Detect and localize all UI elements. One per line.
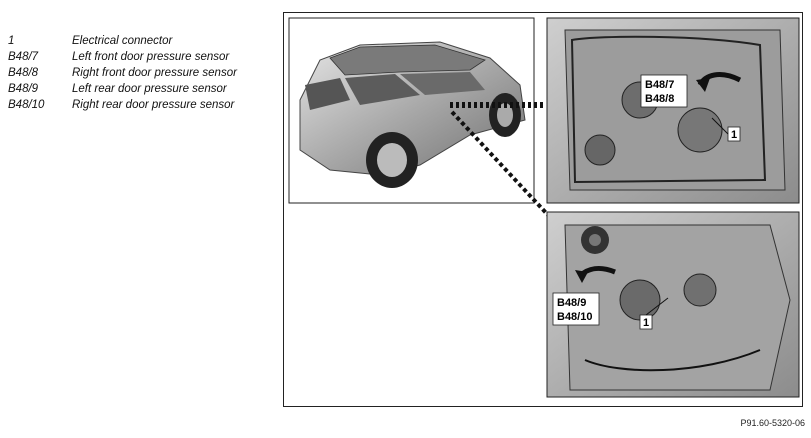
legend-code: B48/9: [8, 83, 39, 95]
legend-code: B48/10: [8, 99, 45, 111]
legend-description: Right rear door pressure sensor: [72, 99, 235, 111]
figure-id: P91.60-5320-06: [740, 418, 805, 428]
legend-description: Right front door pressure sensor: [72, 67, 237, 79]
callout-front-bottom: B48/8: [645, 93, 675, 105]
legend-description: Electrical connector: [72, 35, 173, 47]
front-door-panel: [547, 18, 799, 203]
legend-description: Left front door pressure sensor: [72, 51, 230, 63]
callout-rear-sensors: [553, 293, 599, 325]
legend-code: B48/8: [8, 67, 39, 79]
callout-front-top: B48/7: [645, 79, 675, 91]
legend-description: Left rear door pressure sensor: [72, 83, 227, 95]
callout-rear-bottom: B48/10: [557, 311, 593, 323]
callout-front-sensors: [641, 75, 687, 107]
callout-front-connector-label: 1: [731, 129, 738, 141]
legend-code: B48/7: [8, 51, 39, 63]
legend-code: 1: [8, 35, 15, 47]
callout-rear-connector-label: 1: [643, 317, 650, 329]
callout-rear-top: B48/9: [557, 297, 587, 309]
